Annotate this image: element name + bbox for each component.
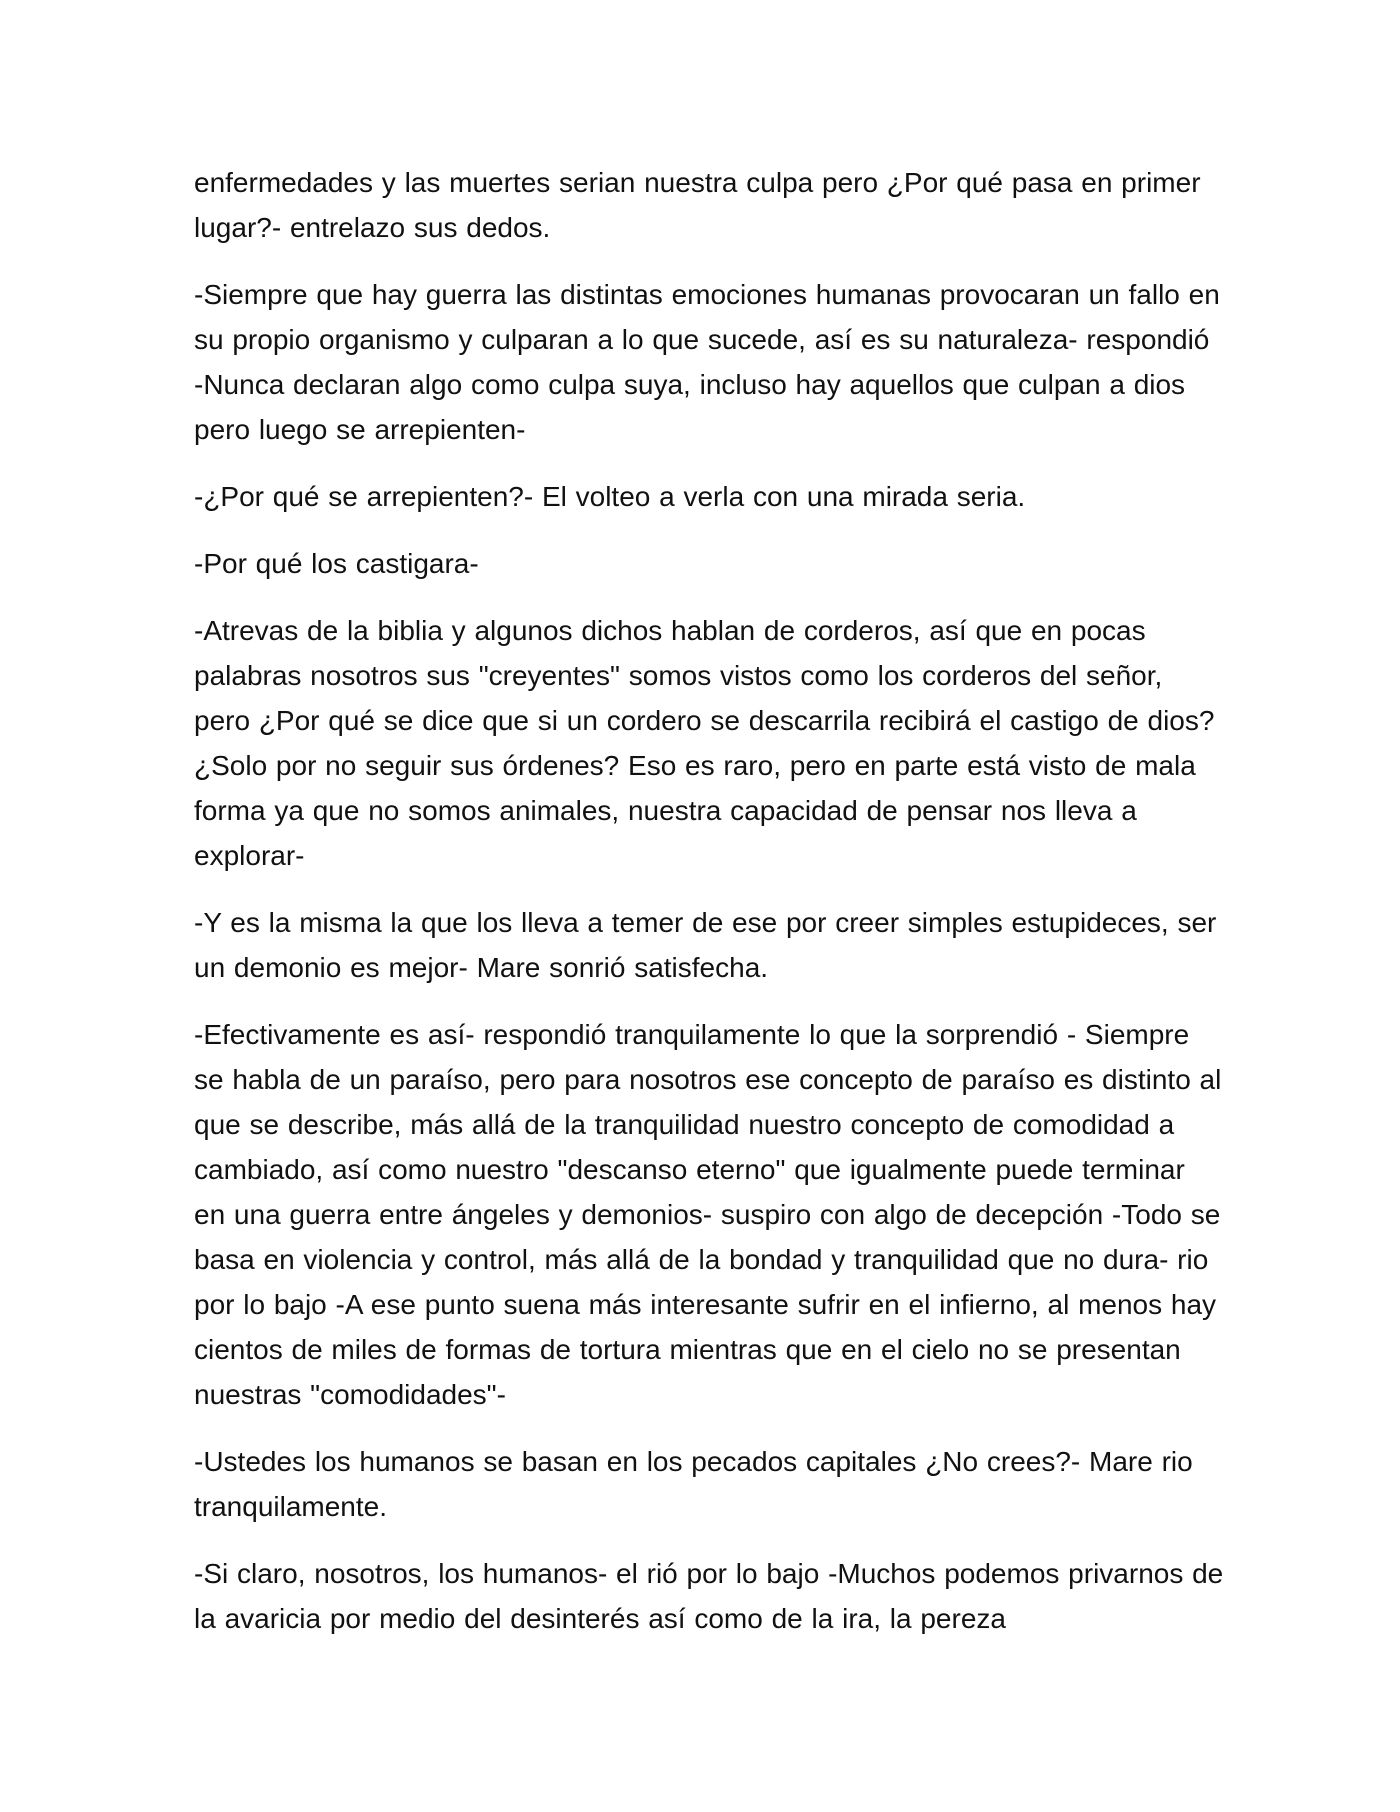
paragraph: -Atrevas de la biblia y algunos dichos hablan de corderos, así que en pocas palabras nosotros sus "creyentes" somos vistos como los corderos del señor, pero ¿Por qué se dice que si un cordero se descarrila recibirá el castigo de dios? ¿Solo por no seguir sus órdenes? Eso es raro, pero en parte está visto de mala forma ya que no somos animales, nuestra capacidad de pensar nos lleva a explorar- <box>194 615 1215 871</box>
paragraph: enfermedades y las muertes serian nuestra culpa pero ¿Por qué pasa en primer lugar?- entrelazo sus dedos. <box>194 167 1201 243</box>
paragraph: -¿Por qué se arrepienten?- El volteo a verla con una mirada seria. <box>194 481 1026 512</box>
document-body <box>194 160 1224 1663</box>
paragraph: -Por qué los castigara- <box>194 548 479 579</box>
paragraph: -Y es la misma la que los lleva a temer de ese por creer simples estupideces, ser un demonio es mejor- Mare sonrió satisfecha. <box>194 907 1217 983</box>
paragraph: -Si claro, nosotros, los humanos- el rió por lo bajo -Muchos podemos privarnos de la avaricia por medio del desinterés así como de la ira, la pereza <box>194 1558 1224 1634</box>
paragraph: -Efectivamente es así- respondió tranquilamente lo que la sorprendió - Siempre se habla de un paraíso, pero para nosotros ese concepto de paraíso es distinto al que se describe, más allá de la tranquilidad nuestro concepto de comodidad a cambiado, así como nuestro "descanso eterno" que igualmente puede terminar en una guerra entre ángeles y demonios- suspiro con algo de decepción -Todo se basa en violencia y control, más allá de la bondad y tranquilidad que no dura- rio por lo bajo -A ese punto suena más interesante sufrir en el infierno, al menos hay cientos de miles de formas de tortura mientras que en el cielo no se presentan nuestras "comodidades"- <box>194 1019 1222 1410</box>
paragraph: -Ustedes los humanos se basan en los pecados capitales ¿No crees?- Mare rio tranquilamente. <box>194 1446 1193 1522</box>
paragraph: -Siempre que hay guerra las distintas emociones humanas provocaran un fallo en su propio organismo y culparan a lo que sucede, así es su naturaleza- respondió -Nunca declaran algo como culpa suya, incluso hay aquellos que culpan a dios pero luego se arrepienten- <box>194 279 1220 445</box>
